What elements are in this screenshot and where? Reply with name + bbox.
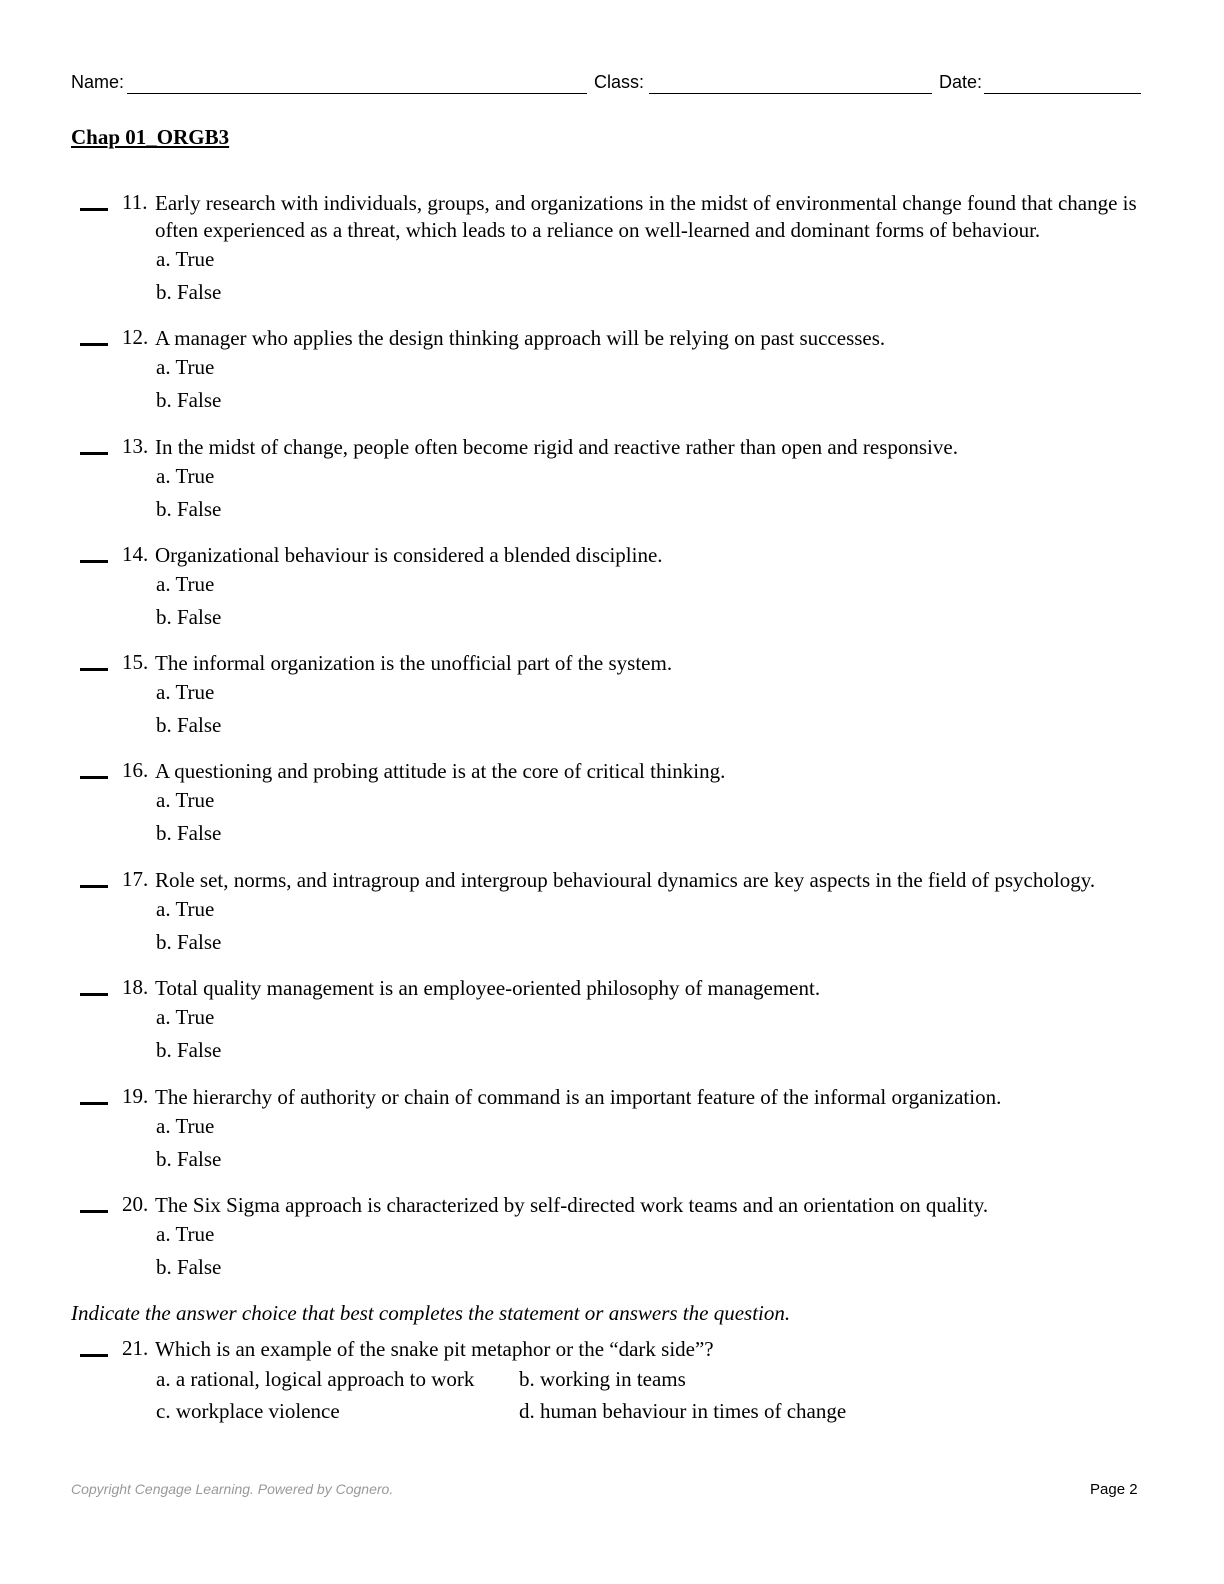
option-a: a. True xyxy=(156,464,215,488)
option-a: a. True xyxy=(156,572,215,596)
question-number: 18. xyxy=(122,975,149,999)
question-number: 15. xyxy=(122,650,149,674)
question-text: The Six Sigma approach is characterized by self-directed work teams and an orientation on quality. xyxy=(155,1193,989,1217)
option-b: b. False xyxy=(156,388,222,412)
answer-blank[interactable] xyxy=(80,560,108,563)
question-number: 13. xyxy=(122,434,149,458)
option-b: b. False xyxy=(156,280,222,304)
question-number: 11. xyxy=(122,190,148,214)
question-number: 14. xyxy=(122,542,149,566)
copyright-notice: Copyright Cengage Learning. Powered by Cognero. xyxy=(71,1481,394,1497)
answer-blank[interactable] xyxy=(80,343,108,346)
answer-blank[interactable] xyxy=(80,1102,108,1105)
option-a: a. True xyxy=(156,1114,215,1138)
question-text: The informal organization is the unofficial part of the system. xyxy=(155,651,673,675)
chapter-title: Chap 01_ORGB3 xyxy=(71,125,230,149)
name-label: Name: xyxy=(71,72,125,92)
option-a: a. True xyxy=(156,355,215,379)
option-a: a. a rational, logical approach to work xyxy=(156,1367,475,1391)
option-b: b. False xyxy=(156,1147,222,1171)
option-b: b. False xyxy=(156,821,222,845)
option-b: b. False xyxy=(156,1255,222,1279)
option-b: b. False xyxy=(156,713,222,737)
page-number: Page 2 xyxy=(1090,1481,1138,1498)
question-number: 17. xyxy=(122,867,149,891)
option-a: a. True xyxy=(156,897,215,921)
answer-blank[interactable] xyxy=(80,993,108,996)
question-number: 20. xyxy=(122,1192,149,1216)
class-label: Class: xyxy=(594,72,645,92)
question-text: Organizational behaviour is considered a blended discipline. xyxy=(155,543,663,567)
option-b: b. working in teams xyxy=(519,1367,686,1391)
option-a: a. True xyxy=(156,788,215,812)
question-text: In the midst of change, people often become rigid and reactive rather than open and responsive. xyxy=(155,435,958,459)
class-field[interactable] xyxy=(649,93,932,94)
question-number: 12. xyxy=(122,325,149,349)
question-number: 21. xyxy=(122,1336,149,1360)
option-b: b. False xyxy=(156,497,222,521)
option-a: a. True xyxy=(156,1005,215,1029)
question-text: A questioning and probing attitude is at the core of critical thinking. xyxy=(155,759,726,783)
option-a: a. True xyxy=(156,680,215,704)
question-text: Role set, norms, and intragroup and intergroup behavioural dynamics are key aspects in the field of psychology. xyxy=(155,868,1096,892)
option-c: c. workplace violence xyxy=(156,1399,340,1423)
question-text: Total quality management is an employee-oriented philosophy of management. xyxy=(155,976,821,1000)
answer-blank[interactable] xyxy=(80,452,108,455)
student-info-header xyxy=(71,72,1141,98)
answer-blank[interactable] xyxy=(80,208,108,211)
name-field[interactable] xyxy=(127,93,587,94)
answer-blank[interactable] xyxy=(80,668,108,671)
question-text: Early research with individuals, groups, and organizations in the midst of environmental change found that change is often experienced as a threat, which leads to a reliance on well-learned and dominant forms of behaviour. xyxy=(155,191,1137,242)
question-text: The hierarchy of authority or chain of command is an important feature of the informal organization. xyxy=(155,1085,1002,1109)
question-text: Which is an example of the snake pit metaphor or the “dark side”? xyxy=(155,1337,714,1361)
option-b: b. False xyxy=(156,930,222,954)
question-number: 16. xyxy=(122,758,149,782)
answer-blank[interactable] xyxy=(80,776,108,779)
option-b: b. False xyxy=(156,1038,222,1062)
question-number: 19. xyxy=(122,1084,149,1108)
answer-blank[interactable] xyxy=(80,1354,108,1357)
date-label: Date: xyxy=(939,72,983,92)
option-b: b. False xyxy=(156,605,222,629)
option-a: a. True xyxy=(156,1222,215,1246)
answer-blank[interactable] xyxy=(80,1210,108,1213)
answer-blank[interactable] xyxy=(80,885,108,888)
section-instruction: Indicate the answer choice that best completes the statement or answers the question. xyxy=(71,1301,791,1325)
option-a: a. True xyxy=(156,247,215,271)
question-text: A manager who applies the design thinking approach will be relying on past successes. xyxy=(155,326,886,350)
option-d: d. human behaviour in times of change xyxy=(519,1399,847,1423)
date-field[interactable] xyxy=(984,93,1141,94)
